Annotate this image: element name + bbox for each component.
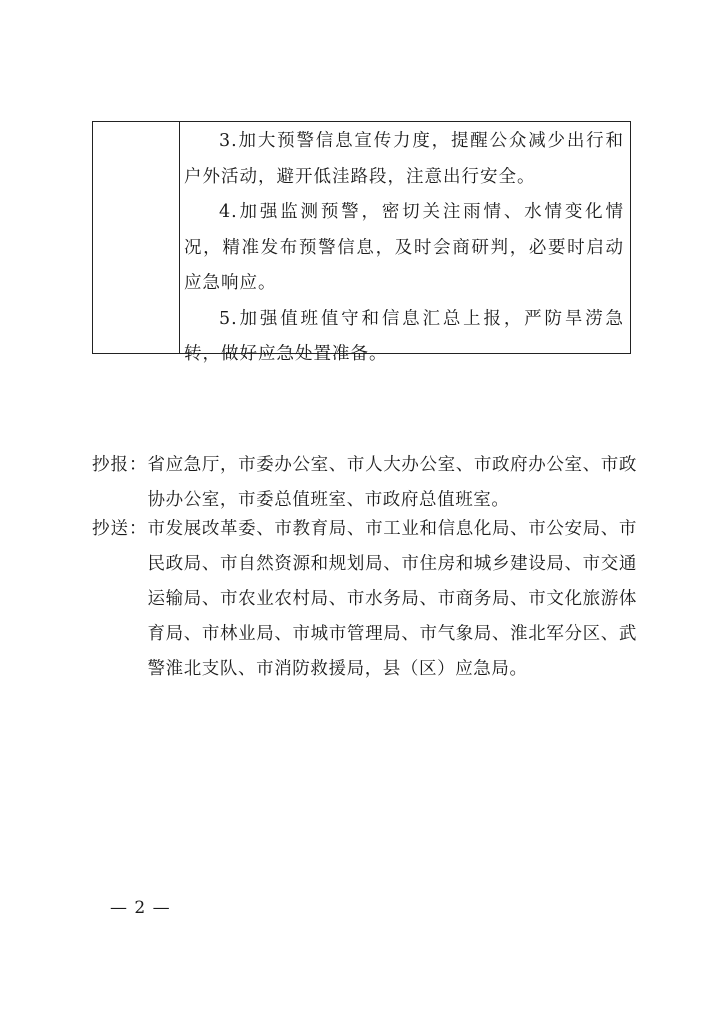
cc-report-label: 抄报： xyxy=(92,455,148,475)
cc-report-block xyxy=(92,448,637,518)
cc-send-block xyxy=(92,512,637,687)
cc-send-label: 抄送： xyxy=(92,519,148,539)
table-right-cell xyxy=(180,122,630,364)
measure-item-3: 3.加大预警信息宣传力度，提醒公众减少出行和户外活动，避开低洼路段，注意出行安全。 xyxy=(184,131,624,187)
measure-item-4: 4.加强监测预警，密切关注雨情、水情变化情况，精准发布预警信息，及时会商研判，必要时启动应急响应。 xyxy=(184,202,624,293)
cc-send-list: 市发展改革委、市教育局、市工业和信息化局、市公安局、市民政局、市自然资源和规划局、市住房和城乡建设局、市交通运输局、市农业农村局、市水务局、市商务局、市文化旅游体育局、市林业局、市城市管理局、市气象局、淮北军分区、武警淮北支队、市消防救援局，县（区）应急局。 xyxy=(147,519,637,679)
measures-table xyxy=(92,121,631,364)
page-number: — 2 — xyxy=(110,898,171,918)
cc-report-list: 省应急厅，市委办公室、市人大办公室、市政府办公室、市政协办公室，市委总值班室、市政府总值班室。 xyxy=(147,455,637,510)
table-left-cell xyxy=(93,122,180,353)
measure-item-5: 5.加强值班值守和信息汇总上报，严防旱涝急转，做好应急处置准备。 xyxy=(184,308,624,364)
